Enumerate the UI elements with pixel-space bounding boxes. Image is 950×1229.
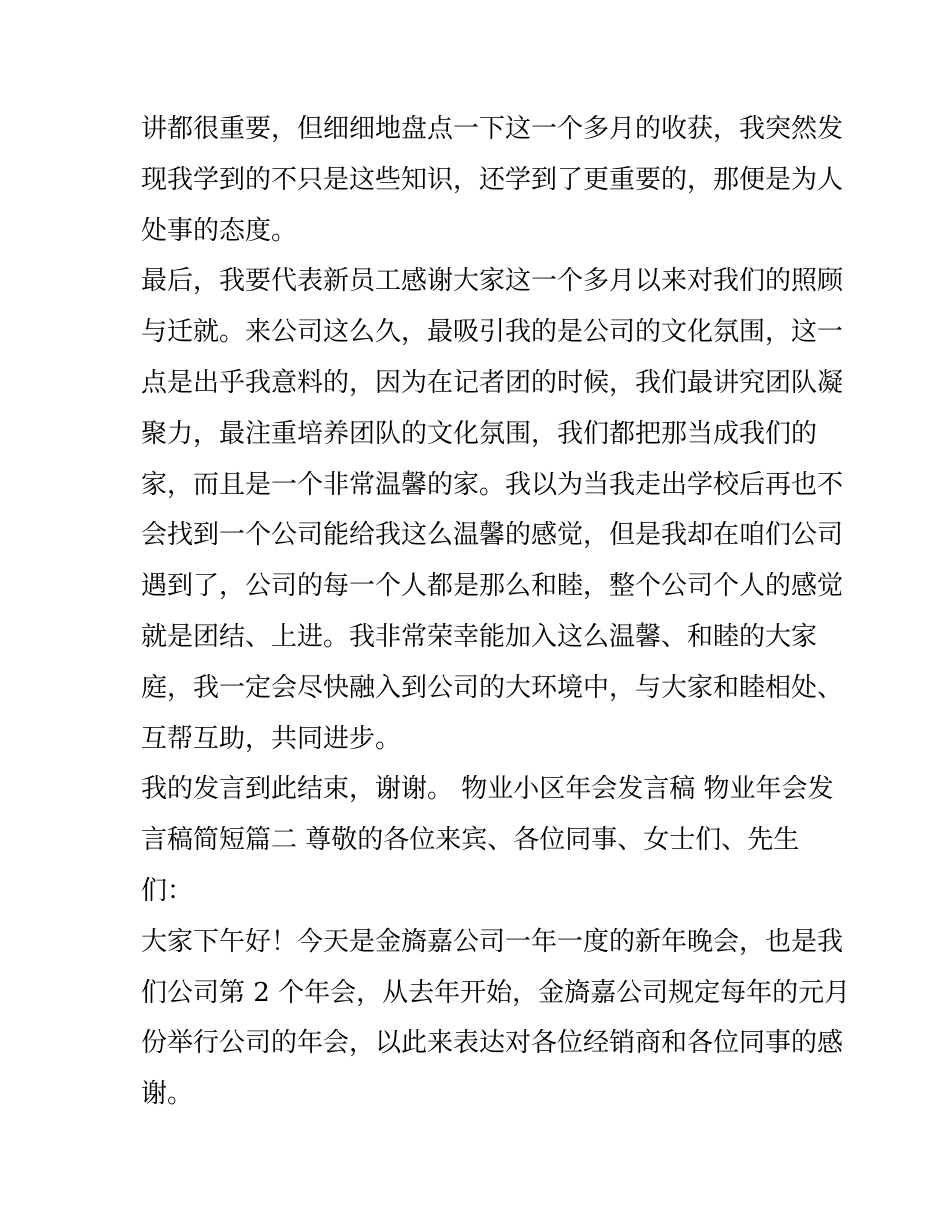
text-line: 们： [141, 875, 194, 906]
text-line: 会找到一个公司能给我这么温馨的感觉，但是我却在咱们公司 [141, 520, 844, 551]
text-line: 我的发言到此结束，谢谢。 物业小区年会发言稿 物业年会发 [141, 774, 834, 805]
text-line: 言稿简短篇二 尊敬的各位来宾、各位同事、女士们、先生 [141, 825, 800, 856]
text-line: 家，而且是一个非常温馨的家。我以为当我走出学校后再也不 [141, 469, 844, 500]
text-line: 份举行公司的年会，以此来表达对各位经销商和各位同事的感 [141, 1028, 844, 1059]
text-line: 点是出乎我意料的，因为在记者团的时候，我们最讲究团队凝 [141, 367, 844, 398]
text-line: 谢。 [141, 1079, 194, 1110]
text-line: 遇到了，公司的每一个人都是那么和睦，整个公司个人的感觉 [141, 571, 844, 602]
text-line: 庭，我一定会尽快融入到公司的大环境中，与大家和睦相处、 [141, 672, 844, 703]
text-line: 聚力，最注重培养团队的文化氛围，我们都把那当成我们的 [141, 418, 818, 449]
document-body [141, 104, 851, 1120]
text-line: 就是团结、上进。我非常荣幸能加入这么温馨、和睦的大家 [141, 621, 818, 652]
text-line: 与迁就。来公司这么久，最吸引我的是公司的文化氛围，这一 [141, 317, 844, 348]
text-line: 大家下午好！今天是金旖嘉公司一年一度的新年晚会，也是我 [141, 926, 844, 957]
text-line: 最后，我要代表新员工感谢大家这一个多月以来对我们的照顾 [141, 266, 844, 297]
text-line: 互帮互助，共同进步。 [141, 723, 402, 754]
text-line: 处事的态度。 [141, 215, 298, 246]
text-line: 讲都很重要，但细细地盘点一下这一个多月的收获，我突然发 [141, 114, 844, 144]
text-line: 现我学到的不只是这些知识，还学到了更重要的，那便是为人 [141, 164, 844, 195]
text-line: 们公司第 2 个年会，从去年开始，金旖嘉公司规定每年的元月 [141, 977, 851, 1008]
